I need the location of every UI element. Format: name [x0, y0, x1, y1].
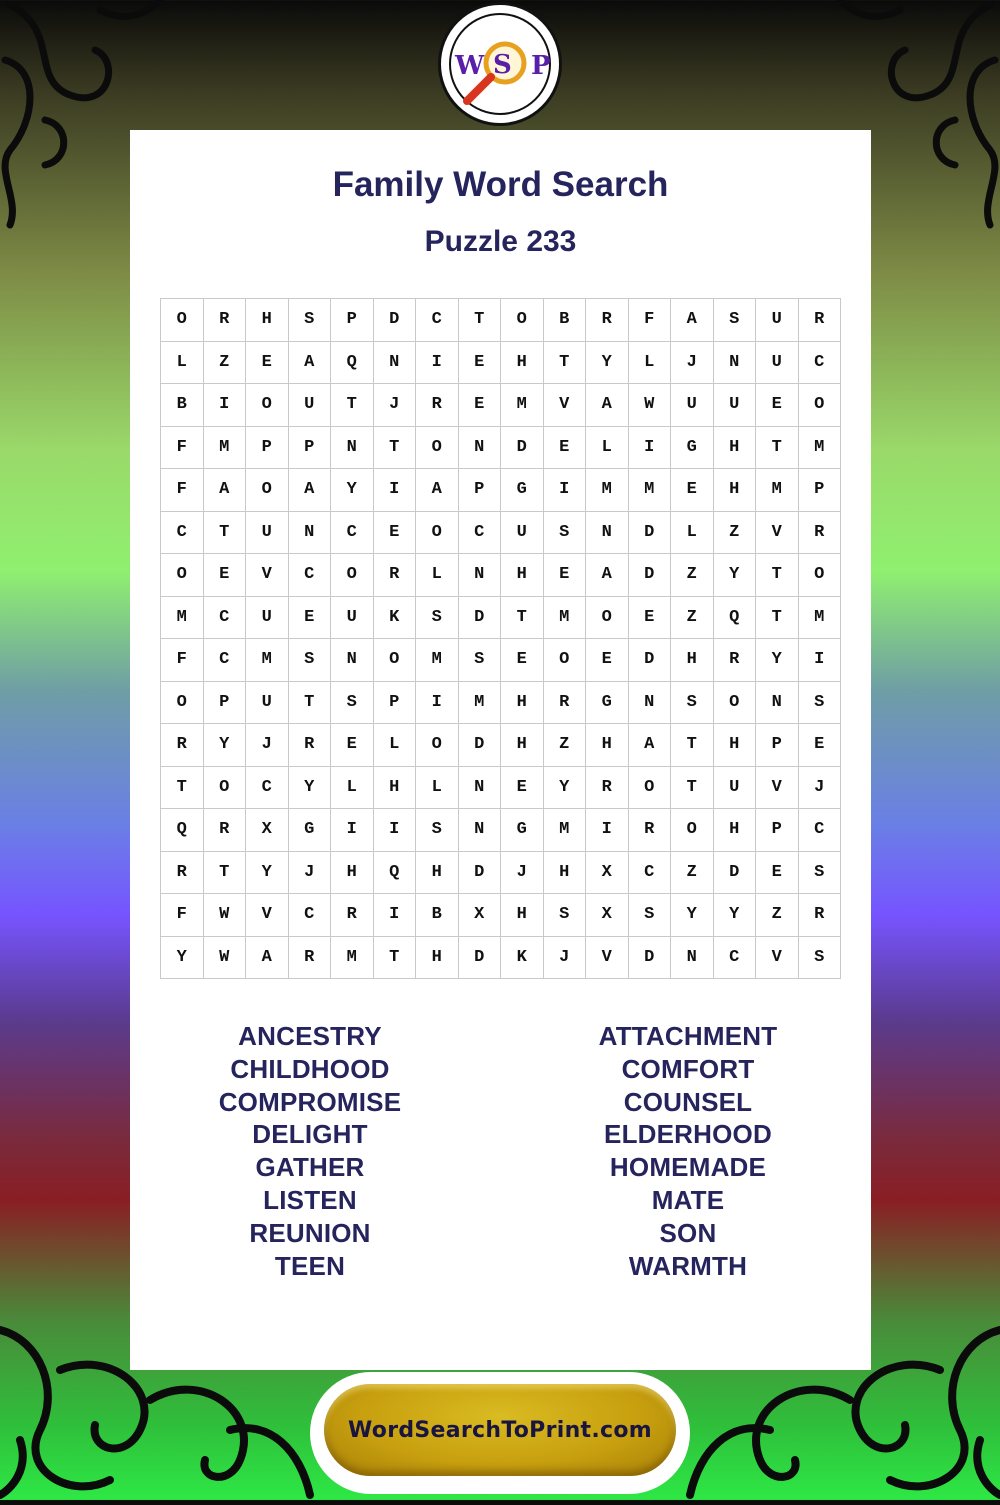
letter-grid	[160, 298, 841, 979]
grid-cell[interactable]: S	[289, 639, 332, 682]
grid-cell[interactable]: R	[204, 299, 247, 342]
grid-cell[interactable]: H	[416, 852, 459, 895]
grid-cell[interactable]: A	[671, 299, 714, 342]
grid-cell[interactable]: E	[586, 639, 629, 682]
grid-cell[interactable]: O	[161, 682, 204, 725]
grid-cell[interactable]: O	[204, 767, 247, 810]
grid-cell[interactable]: Z	[714, 512, 757, 555]
grid-cell[interactable]: N	[459, 554, 502, 597]
grid-cell[interactable]: T	[374, 937, 417, 980]
grid-cell[interactable]: K	[374, 597, 417, 640]
grid-cell[interactable]: M	[586, 469, 629, 512]
grid-cell[interactable]: H	[501, 554, 544, 597]
grid-cell[interactable]: H	[586, 724, 629, 767]
grid-cell[interactable]: N	[331, 427, 374, 470]
grid-cell[interactable]: T	[331, 384, 374, 427]
grid-cell[interactable]: M	[756, 469, 799, 512]
grid-cell[interactable]: C	[161, 512, 204, 555]
grid-cell[interactable]: A	[246, 937, 289, 980]
grid-cell[interactable]: U	[714, 767, 757, 810]
grid-cell[interactable]: P	[756, 809, 799, 852]
grid-cell[interactable]: L	[331, 767, 374, 810]
grid-cell[interactable]: L	[161, 342, 204, 385]
grid-cell[interactable]: Y	[544, 767, 587, 810]
grid-cell[interactable]: S	[544, 894, 587, 937]
grid-cell[interactable]: R	[331, 894, 374, 937]
grid-cell[interactable]: U	[289, 384, 332, 427]
grid-cell[interactable]: N	[671, 937, 714, 980]
grid-cell[interactable]: E	[374, 512, 417, 555]
grid-cell[interactable]: C	[331, 512, 374, 555]
grid-cell[interactable]: S	[799, 682, 842, 725]
grid-cell[interactable]: I	[586, 809, 629, 852]
grid-cell[interactable]: F	[161, 639, 204, 682]
grid-cell[interactable]: V	[756, 937, 799, 980]
grid-cell[interactable]: R	[416, 384, 459, 427]
logo-letter-p: P	[531, 51, 551, 81]
grid-cell[interactable]: Y	[714, 894, 757, 937]
grid-cell[interactable]: H	[714, 427, 757, 470]
grid-cell[interactable]: R	[799, 299, 842, 342]
grid-cell[interactable]: W	[629, 384, 672, 427]
grid-cell[interactable]: B	[544, 299, 587, 342]
grid-cell[interactable]: G	[586, 682, 629, 725]
grid-cell[interactable]: Y	[161, 937, 204, 980]
word-list-item: CHILDHOOD	[230, 1053, 390, 1084]
grid-cell[interactable]: O	[671, 809, 714, 852]
grid-cell[interactable]: A	[289, 342, 332, 385]
grid-cell[interactable]: G	[501, 469, 544, 512]
grid-cell[interactable]: R	[586, 299, 629, 342]
grid-cell[interactable]: L	[416, 554, 459, 597]
site-link-button[interactable]	[324, 1384, 676, 1476]
grid-cell[interactable]: Q	[374, 852, 417, 895]
grid-cell[interactable]: S	[289, 299, 332, 342]
grid-cell[interactable]: X	[586, 894, 629, 937]
grid-cell[interactable]: E	[799, 724, 842, 767]
grid-cell[interactable]: N	[714, 342, 757, 385]
grid-cell[interactable]: I	[374, 809, 417, 852]
grid-cell[interactable]: H	[246, 299, 289, 342]
grid-cell[interactable]: G	[501, 809, 544, 852]
grid-cell[interactable]: H	[714, 809, 757, 852]
grid-cell[interactable]: X	[459, 894, 502, 937]
grid-cell[interactable]: Y	[756, 639, 799, 682]
grid-cell[interactable]: L	[671, 512, 714, 555]
grid-cell[interactable]: U	[246, 597, 289, 640]
grid-cell[interactable]: F	[161, 469, 204, 512]
grid-cell[interactable]: T	[161, 767, 204, 810]
grid-cell[interactable]: I	[629, 427, 672, 470]
grid-cell[interactable]: C	[629, 852, 672, 895]
grid-cell[interactable]: F	[161, 894, 204, 937]
grid-cell[interactable]: E	[289, 597, 332, 640]
grid-cell[interactable]: V	[586, 937, 629, 980]
grid-cell[interactable]: E	[671, 469, 714, 512]
grid-cell[interactable]: O	[544, 639, 587, 682]
grid-cell[interactable]: R	[374, 554, 417, 597]
grid-cell[interactable]: D	[501, 427, 544, 470]
grid-cell[interactable]: O	[799, 554, 842, 597]
grid-cell[interactable]: Z	[671, 554, 714, 597]
word-list-right	[508, 1020, 868, 1282]
grid-cell[interactable]: J	[671, 342, 714, 385]
grid-cell[interactable]: C	[799, 809, 842, 852]
grid-cell[interactable]: J	[799, 767, 842, 810]
grid-cell[interactable]: N	[289, 512, 332, 555]
word-list-item: COUNSEL	[623, 1086, 753, 1117]
grid-cell[interactable]: S	[799, 852, 842, 895]
word-list-item: WARMTH	[628, 1250, 748, 1281]
grid-cell[interactable]: R	[289, 937, 332, 980]
grid-cell[interactable]: O	[714, 682, 757, 725]
grid-cell[interactable]: J	[544, 937, 587, 980]
grid-cell[interactable]: H	[374, 767, 417, 810]
grid-cell[interactable]: D	[629, 554, 672, 597]
grid-cell[interactable]: P	[799, 469, 842, 512]
grid-cell[interactable]: U	[246, 512, 289, 555]
grid-cell[interactable]: K	[501, 937, 544, 980]
grid-cell[interactable]: E	[544, 554, 587, 597]
grid-cell[interactable]: Y	[586, 342, 629, 385]
grid-cell[interactable]: R	[714, 639, 757, 682]
grid-cell[interactable]: C	[289, 894, 332, 937]
grid-cell[interactable]: M	[799, 427, 842, 470]
grid-cell[interactable]: I	[374, 469, 417, 512]
grid-cell[interactable]: O	[501, 299, 544, 342]
grid-cell[interactable]: T	[289, 682, 332, 725]
grid-cell[interactable]: C	[204, 639, 247, 682]
grid-cell[interactable]: N	[459, 767, 502, 810]
grid-cell[interactable]: D	[459, 597, 502, 640]
grid-cell[interactable]: M	[629, 469, 672, 512]
grid-cell[interactable]: O	[246, 469, 289, 512]
footer-banner	[310, 1372, 690, 1494]
grid-cell[interactable]: Y	[331, 469, 374, 512]
grid-cell[interactable]: P	[331, 299, 374, 342]
grid-cell[interactable]: T	[671, 724, 714, 767]
grid-cell[interactable]: H	[416, 937, 459, 980]
grid-cell[interactable]: O	[416, 724, 459, 767]
grid-cell[interactable]: L	[416, 767, 459, 810]
grid-cell[interactable]: O	[331, 554, 374, 597]
grid-cell[interactable]: V	[756, 512, 799, 555]
grid-cell[interactable]: Y	[204, 724, 247, 767]
grid-cell[interactable]: P	[289, 427, 332, 470]
grid-cell[interactable]: C	[799, 342, 842, 385]
grid-cell[interactable]: U	[756, 342, 799, 385]
grid-cell[interactable]: E	[629, 597, 672, 640]
grid-cell[interactable]: V	[544, 384, 587, 427]
grid-cell[interactable]: N	[374, 342, 417, 385]
grid-cell[interactable]: J	[374, 384, 417, 427]
grid-cell[interactable]: E	[459, 384, 502, 427]
grid-cell[interactable]: U	[501, 512, 544, 555]
grid-cell[interactable]: Y	[289, 767, 332, 810]
grid-cell[interactable]: H	[714, 724, 757, 767]
grid-cell[interactable]: O	[586, 597, 629, 640]
grid-cell[interactable]: O	[246, 384, 289, 427]
grid-cell[interactable]: I	[416, 682, 459, 725]
grid-cell[interactable]: N	[459, 809, 502, 852]
grid-cell[interactable]: Z	[756, 894, 799, 937]
word-list-item: ATTACHMENT	[598, 1021, 778, 1051]
grid-cell[interactable]: D	[629, 639, 672, 682]
grid-cell[interactable]: I	[416, 342, 459, 385]
grid-cell[interactable]: I	[204, 384, 247, 427]
grid-cell[interactable]: T	[374, 427, 417, 470]
grid-cell[interactable]: D	[629, 512, 672, 555]
grid-cell[interactable]: H	[544, 852, 587, 895]
grid-cell[interactable]: O	[416, 427, 459, 470]
grid-cell[interactable]: E	[756, 384, 799, 427]
grid-cell[interactable]: M	[416, 639, 459, 682]
grid-cell[interactable]: N	[459, 427, 502, 470]
word-list-item: LISTEN	[263, 1184, 357, 1215]
word-list-left	[130, 1020, 490, 1282]
grid-cell[interactable]: C	[459, 512, 502, 555]
grid-cell[interactable]: D	[714, 852, 757, 895]
grid-cell[interactable]: O	[799, 384, 842, 427]
grid-cell[interactable]: Z	[544, 724, 587, 767]
grid-cell[interactable]: L	[586, 427, 629, 470]
grid-cell[interactable]: O	[374, 639, 417, 682]
grid-cell[interactable]: R	[799, 512, 842, 555]
grid-cell[interactable]: S	[799, 937, 842, 980]
grid-cell[interactable]: E	[501, 767, 544, 810]
grid-cell[interactable]: E	[544, 427, 587, 470]
grid-cell[interactable]: V	[246, 554, 289, 597]
word-list-item: DELIGHT	[252, 1119, 368, 1150]
grid-cell[interactable]: T	[756, 554, 799, 597]
grid-cell[interactable]: T	[459, 299, 502, 342]
site-link-label: WordSearchToPrint.com	[348, 1417, 652, 1443]
grid-cell[interactable]: X	[586, 852, 629, 895]
grid-cell[interactable]: R	[289, 724, 332, 767]
grid-cell[interactable]: Z	[671, 852, 714, 895]
grid-cell[interactable]: G	[289, 809, 332, 852]
grid-cell[interactable]: R	[799, 894, 842, 937]
logo-letter-s: S	[493, 50, 512, 80]
grid-cell[interactable]: N	[756, 682, 799, 725]
grid-cell[interactable]: O	[416, 512, 459, 555]
grid-cell[interactable]: A	[586, 384, 629, 427]
grid-cell[interactable]: T	[544, 342, 587, 385]
grid-cell[interactable]: H	[331, 852, 374, 895]
grid-cell[interactable]: U	[714, 384, 757, 427]
grid-cell[interactable]: M	[161, 597, 204, 640]
grid-cell[interactable]: S	[629, 894, 672, 937]
grid-cell[interactable]: S	[331, 682, 374, 725]
grid-cell[interactable]: V	[756, 767, 799, 810]
grid-cell[interactable]: M	[459, 682, 502, 725]
word-list-item: COMPROMISE	[218, 1086, 402, 1117]
word-list-item: COMFORT	[621, 1053, 755, 1084]
grid-cell[interactable]: I	[799, 639, 842, 682]
grid-cell[interactable]: F	[161, 427, 204, 470]
word-list-item: GATHER	[255, 1152, 365, 1183]
grid-cell[interactable]: I	[544, 469, 587, 512]
grid-cell[interactable]: H	[501, 724, 544, 767]
grid-cell[interactable]: S	[671, 682, 714, 725]
grid-cell[interactable]: N	[586, 512, 629, 555]
puzzle-sheet	[130, 130, 871, 1370]
grid-cell[interactable]: U	[331, 597, 374, 640]
grid-cell[interactable]: C	[289, 554, 332, 597]
grid-cell[interactable]: I	[331, 809, 374, 852]
grid-cell[interactable]: E	[204, 554, 247, 597]
grid-cell[interactable]: R	[161, 852, 204, 895]
grid-cell[interactable]: E	[501, 639, 544, 682]
grid-cell[interactable]: R	[586, 767, 629, 810]
grid-cell[interactable]: E	[459, 342, 502, 385]
grid-cell[interactable]: V	[246, 894, 289, 937]
site-logo[interactable]	[438, 2, 562, 126]
grid-cell[interactable]: A	[204, 469, 247, 512]
grid-cell[interactable]: J	[246, 724, 289, 767]
grid-cell[interactable]: N	[331, 639, 374, 682]
grid-cell[interactable]: S	[416, 809, 459, 852]
grid-cell[interactable]: E	[756, 852, 799, 895]
word-list-item: ANCESTRY	[238, 1021, 382, 1051]
grid-cell[interactable]: F	[629, 299, 672, 342]
grid-cell[interactable]: D	[459, 937, 502, 980]
grid-cell[interactable]: M	[544, 809, 587, 852]
grid-cell[interactable]: L	[374, 724, 417, 767]
puzzle-title: Family Word Search	[332, 165, 669, 204]
grid-cell[interactable]: Q	[714, 597, 757, 640]
grid-cell[interactable]: C	[204, 597, 247, 640]
grid-cell[interactable]: W	[204, 937, 247, 980]
puzzle-number: Puzzle 233	[424, 225, 577, 258]
grid-cell[interactable]: O	[161, 554, 204, 597]
grid-cell[interactable]: T	[756, 427, 799, 470]
grid-cell[interactable]: H	[671, 639, 714, 682]
grid-cell[interactable]: S	[544, 512, 587, 555]
grid-cell[interactable]: P	[246, 427, 289, 470]
grid-cell[interactable]: B	[416, 894, 459, 937]
grid-cell[interactable]: T	[756, 597, 799, 640]
grid-cell[interactable]: A	[586, 554, 629, 597]
grid-cell[interactable]: A	[289, 469, 332, 512]
grid-cell[interactable]: U	[756, 299, 799, 342]
grid-cell[interactable]: E	[331, 724, 374, 767]
grid-cell[interactable]: S	[416, 597, 459, 640]
grid-cell[interactable]: R	[544, 682, 587, 725]
word-list-item: ELDERHOOD	[604, 1119, 772, 1150]
grid-cell[interactable]: C	[246, 767, 289, 810]
grid-cell[interactable]: M	[501, 384, 544, 427]
word-list-item: HOMEMADE	[609, 1152, 767, 1183]
grid-cell[interactable]: T	[671, 767, 714, 810]
word-list-item: SON	[659, 1217, 717, 1248]
grid-cell[interactable]: P	[374, 682, 417, 725]
grid-cell[interactable]: D	[629, 937, 672, 980]
grid-cell[interactable]: H	[501, 342, 544, 385]
grid-cell[interactable]: Y	[246, 852, 289, 895]
grid-cell[interactable]: M	[204, 427, 247, 470]
grid-cell[interactable]: W	[204, 894, 247, 937]
grid-cell[interactable]: A	[629, 724, 672, 767]
word-list-item: MATE	[651, 1184, 725, 1215]
grid-cell[interactable]: Z	[671, 597, 714, 640]
grid-cell[interactable]: D	[459, 724, 502, 767]
grid-cell[interactable]: Z	[204, 342, 247, 385]
grid-cell[interactable]: P	[756, 724, 799, 767]
grid-cell[interactable]: I	[374, 894, 417, 937]
grid-cell[interactable]: M	[799, 597, 842, 640]
grid-cell[interactable]: L	[629, 342, 672, 385]
grid-cell[interactable]: P	[204, 682, 247, 725]
grid-cell[interactable]: Q	[161, 809, 204, 852]
word-list-item: TEEN	[274, 1250, 346, 1281]
word-list-item: REUNION	[249, 1217, 371, 1248]
grid-cell[interactable]: X	[246, 809, 289, 852]
grid-cell[interactable]: A	[416, 469, 459, 512]
grid-cell[interactable]: H	[714, 469, 757, 512]
grid-cell[interactable]: B	[161, 384, 204, 427]
grid-cell[interactable]: Y	[714, 554, 757, 597]
grid-cell[interactable]: T	[501, 597, 544, 640]
grid-cell[interactable]: S	[714, 299, 757, 342]
grid-cell[interactable]: G	[671, 427, 714, 470]
grid-cell[interactable]: O	[161, 299, 204, 342]
grid-cell[interactable]: M	[246, 639, 289, 682]
grid-cell[interactable]: U	[671, 384, 714, 427]
grid-cell[interactable]: C	[416, 299, 459, 342]
grid-cell[interactable]: R	[204, 809, 247, 852]
grid-cell[interactable]: H	[501, 682, 544, 725]
grid-cell[interactable]: R	[161, 724, 204, 767]
grid-cell[interactable]: U	[246, 682, 289, 725]
grid-cell[interactable]: N	[629, 682, 672, 725]
grid-cell[interactable]: D	[374, 299, 417, 342]
grid-cell[interactable]: M	[331, 937, 374, 980]
grid-cell[interactable]: O	[629, 767, 672, 810]
grid-cell[interactable]: H	[501, 894, 544, 937]
logo-letter-w: W	[455, 51, 485, 81]
grid-cell[interactable]: E	[246, 342, 289, 385]
grid-cell[interactable]: J	[501, 852, 544, 895]
grid-cell[interactable]: C	[714, 937, 757, 980]
grid-cell[interactable]: P	[459, 469, 502, 512]
grid-cell[interactable]: T	[204, 512, 247, 555]
grid-cell[interactable]: J	[289, 852, 332, 895]
grid-cell[interactable]: Y	[671, 894, 714, 937]
grid-cell[interactable]: R	[629, 809, 672, 852]
grid-cell[interactable]: Q	[331, 342, 374, 385]
grid-cell[interactable]: T	[204, 852, 247, 895]
grid-cell[interactable]: M	[544, 597, 587, 640]
grid-cell[interactable]: S	[459, 639, 502, 682]
grid-cell[interactable]: D	[459, 852, 502, 895]
